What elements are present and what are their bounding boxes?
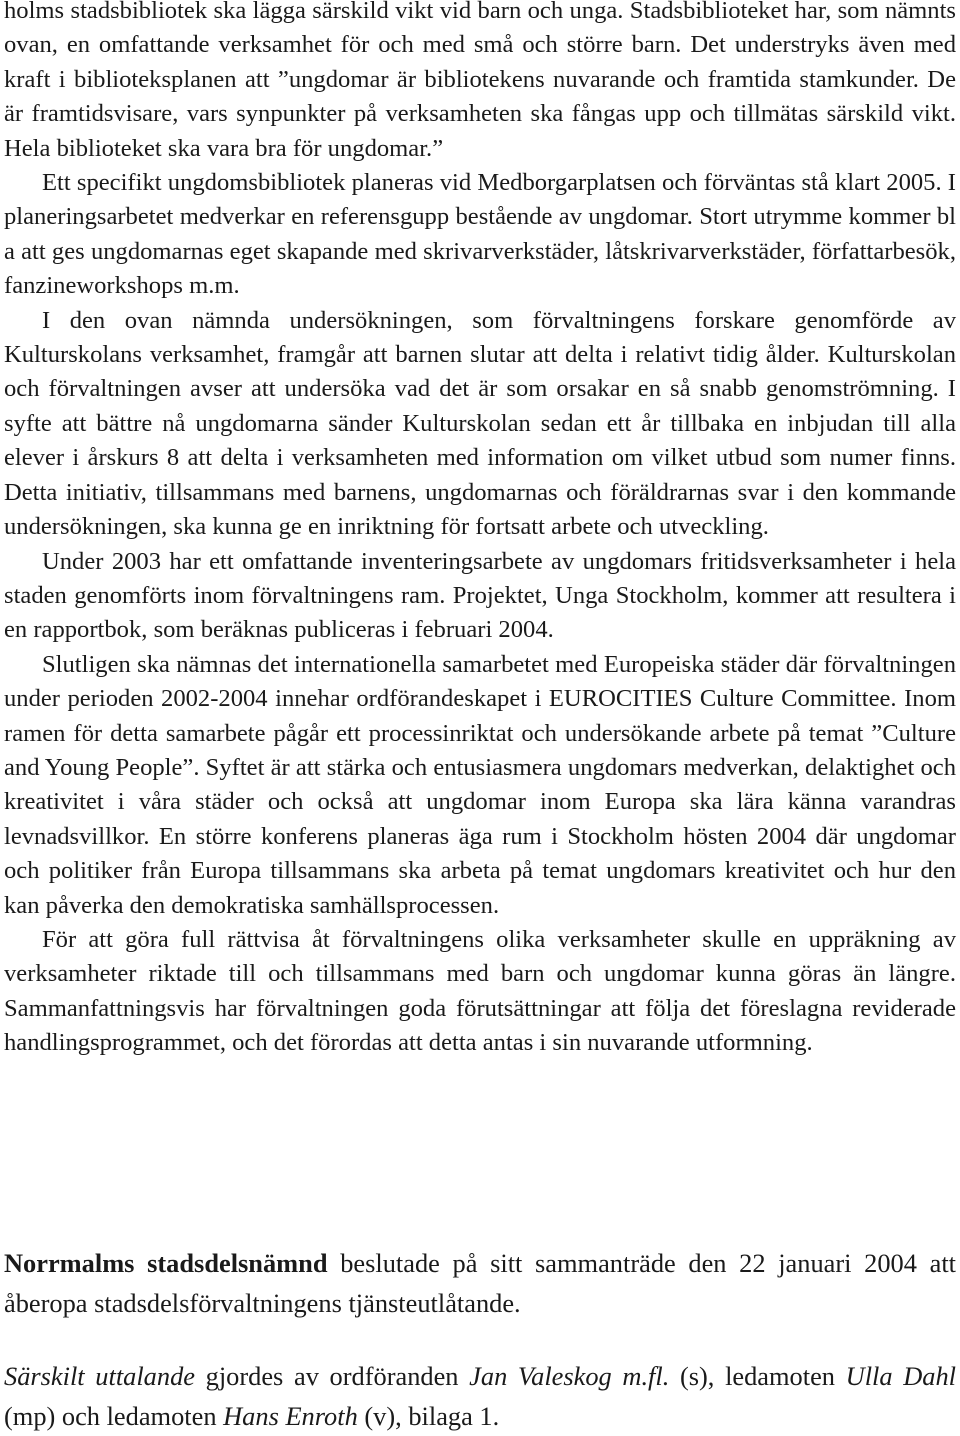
statement-paragraph — [4, 1356, 956, 1436]
statement-text-4: (v), bilaga 1. — [357, 1401, 500, 1431]
paragraph-summary: För att göra full rättvisa åt förvaltningens olika verksamheter skulle en uppräkning av verksamheter riktade till och tillsammans med barn och ungdomar kunna göras än längre. Sammanfattningsvis har förvaltningen goda förutsättningar att följa det föreslagna reviderade handlingsprogrammet, och det förordas att detta antas i sin nuvarande utformning. — [4, 925, 956, 1057]
member-name-2: Hans Enroth — [223, 1401, 358, 1431]
statement-text-2: (s), ledamoten — [669, 1361, 846, 1391]
body-text — [4, 0, 956, 1061]
decision-paragraph — [4, 1243, 956, 1323]
chair-name: Jan Valeskog m.fl. — [469, 1361, 670, 1391]
paragraph-eurocities: Slutligen ska nämnas det internationella samarbetet med Europeiska städer där förvaltningen under perioden 2002-2004 innehar ordförandeskapet i EUROCITIES Culture Committee. Inom ramen för detta samarbete pågår ett processinriktat och undersökande arbete på temat ”Culture and Young People”. Syftet är att stärka och entusiasmera ungdomars medverkan, delaktighet och kreativitet i våra städer och också att ungdomar inom Europa ska lära känna varandras levnadsvillkor. En större konferens planeras äga rum i Stockholm hösten 2004 där ungdomar och politiker från Europa tillsammans ska arbeta på temat ungdomars kreativitet och hur den kan påverka den demokratiska samhällsprocessen. — [4, 650, 956, 919]
member-name-1: Ulla Dahl — [845, 1361, 956, 1391]
statement-text-1: gjordes av ordföranden — [194, 1361, 470, 1391]
paragraph-library: holms stadsbibliotek ska lägga särskild vikt vid barn och unga. Stadsbiblioteket har, som nämnts ovan, en omfattande verksamhet för och med små och större barn. Det understryks även med kraft i biblioteksplanen att ”ungdomar är bibliotekens nuvarande och framtida stamkunder. De är framtidsvisare, vars synpunkter på verksamheten ska fångas upp och tillmätas särskild vikt. Hela biblioteket ska vara bra för ungdomar.” — [4, 0, 956, 162]
paragraph-youth-library: Ett specifikt ungdomsbibliotek planeras vid Medborgarplatsen och förväntas stå klart 2005. I planeringsarbetet medverkar en referensgupp bestående av ungdomar. Stort utrymme kommer bl a att ges ungdomarnas eget skapande med skrivarverkstäder, låtskrivarverkstäder, författarbesök, fanzineworkshops m.m. — [4, 169, 956, 300]
decision-text: beslutade på sitt sammanträde den 22 januari 2004 att åberopa stadsdelsförvaltningens tjänsteutlåtande. — [4, 1248, 956, 1318]
statement-label: Särskilt uttalande — [4, 1361, 195, 1391]
paragraph-inventory: Under 2003 har ett omfattande inventeringsarbete av ungdomars fritidsverksamheter i hela staden genomförts inom förvaltningens ram. Projektet, Unga Stockholm, kommer att resultera i en rapportbok, som beräknas publiceras i februari 2004. — [4, 547, 956, 644]
paragraph-culture-school: I den ovan nämnda undersökningen, som förvaltningens forskare genomförde av Kulturskolans verksamhet, framgår att barnen slutar att delta i relativt tidig ålder. Kulturskolan och förvaltningen avser att undersöka vad det är som orsakar en så snabb genomströmning. I syfte att bättre nå ungdomarna sänder Kulturskolan sedan ett år tillbaka en inbjudan till alla elever i årskurs 8 att delta i verksamheten med information om vilket utbud som numer finns. Detta initiativ, tillsammans med barnens, ungdomarnas och föräldrarnas svar i den kommande undersökningen, ska kunna ge en inriktning för fortsatt arbete och utveckling. — [4, 306, 956, 541]
committee-name: Norrmalms stadsdelsnämnd — [4, 1248, 328, 1278]
statement-text-3: (mp) och ledamoten — [4, 1401, 224, 1431]
